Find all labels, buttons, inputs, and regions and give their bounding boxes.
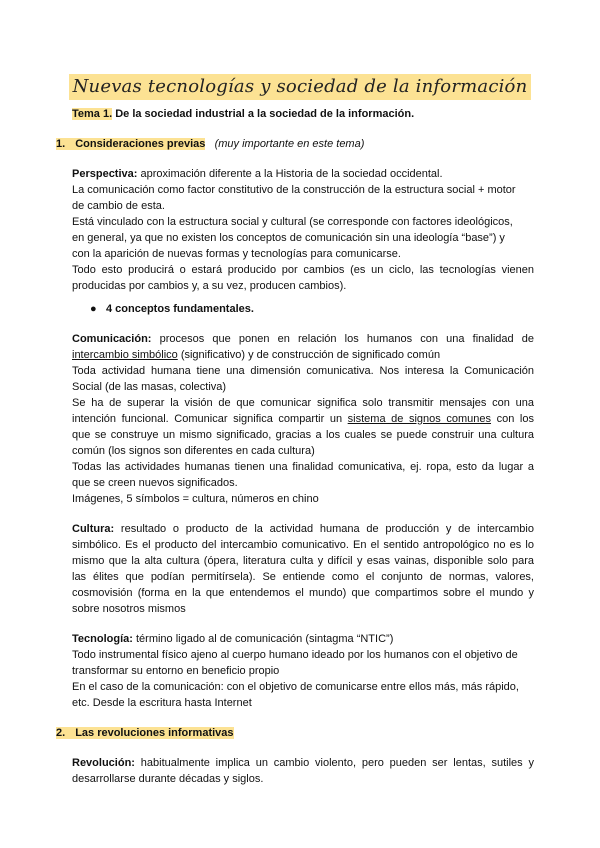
perspectiva-term: Perspectiva: [72,168,138,180]
perspectiva-line-5: en general, ya que no existen los conceptos de comunicación sin una ideología “base”) y [72,232,505,244]
comunicacion-text-1: procesos que ponen en relación los humanos con una finalidad de [151,333,534,345]
tecnologia-line-5: etc. Desde la escritura hasta Internet [72,697,252,709]
comunicacion-line-6 [72,411,534,427]
comunicacion-line-4: Social (de las masas, colectiva) [72,381,227,393]
tecnologia-line-4: En el caso de la comunicación: con el objetivo de comunicarse entre ellos más, más rápido, [72,681,519,693]
perspectiva-line-7: Todo esto producirá o estará producido por cambios (es un ciclo, las tecnologías vienen [72,264,534,276]
perspectiva-line-3: de cambio de esta. [72,200,165,212]
perspectiva-text-1: aproximación diferente a la Historia de la sociedad occidental. [137,168,443,180]
tecnologia-line-2: Todo instrumental físico ajeno al cuerpo humano ideado por los humanos con el objetivo de [72,649,518,661]
revolucion-line-2: desarrollarse durante décadas y siglos. [72,773,264,785]
bullet-dot-icon: ● [90,303,97,315]
revolucion-line-1 [72,755,534,771]
tecnologia-text-1: término ligado al de comunicación (sintagma “NTIC”) [132,633,394,645]
comunicacion-line-3: Toda actividad humana tiene una dimensión comunicativa. Nos interesa la Comunicación [72,365,534,377]
cultura-term: Cultura: [72,523,115,535]
perspectiva-line-8: producidas por cambios y, a su vez, producen cambios). [72,280,347,292]
cultura-line-2: simbólico. Es el producto del intercambio comunicativo. En el sentido antropológico no es lo [72,539,534,551]
comunicacion-line-7: que se construye un mismo significado, gracias a los cuales se puede construir una cultura [72,429,534,441]
perspectiva-line-2: La comunicación como factor constitutivo de la construcción de la estructura social + motor [72,184,516,196]
comunicacion-line-8: común (los signos son diferentes en cada cultura) [72,445,315,457]
section-2-label: Las revoluciones informativas [75,727,234,739]
tema-text: De la sociedad industrial a la sociedad de la información. [112,108,415,120]
section-1-number: 1. [56,138,75,150]
perspectiva-line-6: con la aparición de nuevas formas y tecnologías para comunicarse. [72,248,401,260]
comunicacion-line-9: Todas las actividades humanas tienen una finalidad comunicativa, ej. ropa, esto da lugar a [72,461,534,473]
comunicacion-line-5: Se ha de superar la visión de que comunicar significa solo transmitir mensajes con una [72,397,534,409]
comunicacion-text-6a: intención funcional. Comunicar significa compartir un [72,413,348,425]
revolucion-term: Revolución: [72,757,135,769]
cultura-line-1 [72,521,534,537]
comunicacion-line-1 [72,331,534,347]
cultura-line-5: cosmovisión (forma en la que entendemos el mundo) que compartimos sobre el mundo y [72,587,534,599]
cultura-line-3: mismo que la alta cultura (ópera, literatura culta y difícil y esas vainas, disponible solo para [72,555,534,567]
comunicacion-text-2: (significativo) y de construcción de significado común [177,349,441,361]
bullet-text: 4 conceptos fundamentales. [106,303,254,315]
tecnologia-line-1 [72,631,534,647]
perspectiva-line-1 [72,166,534,182]
section-1-note: (muy importante en este tema) [214,138,365,150]
bullet-item [90,301,254,317]
comunicacion-underlined-2: sistema de signos comunes [347,413,492,425]
perspectiva-line-4: Está vinculado con la estructura social y cultural (se corresponde con factores ideológicos, [72,216,513,228]
comunicacion-underlined-1: intercambio simbólico [72,349,178,361]
revolucion-text-1: habitualmente implica un cambio violento, pero pueden ser lentas, sutiles y [134,757,534,769]
title-container [0,74,600,100]
section-2-number: 2. [56,727,75,739]
cultura-line-4: las élites que podían permitírsela). Se entiende como el conjunto de normas, valores, [72,571,534,583]
tecnologia-line-3: transformar su entorno en beneficio propio [72,665,280,677]
document-title: Nuevas tecnologías y sociedad de la información [69,74,532,100]
section-1-heading [56,136,364,152]
cultura-line-6: sobre nosotros mismos [72,603,186,615]
comunicacion-term: Comunicación: [72,333,152,345]
comunicacion-line-11: Imágenes, 5 símbolos = cultura, números en chino [72,493,319,505]
comunicacion-text-6c: con los [491,413,534,425]
tema-label: Tema 1. [72,108,113,120]
tema-heading [72,106,534,122]
section-1-label: Consideraciones previas [75,138,206,150]
section-2-heading [56,725,234,741]
tecnologia-term: Tecnología: [72,633,133,645]
comunicacion-line-2 [72,347,534,363]
comunicacion-line-10: que se creen nuevos significados. [72,477,238,489]
cultura-text-1: resultado o producto de la actividad humana de producción y de intercambio [114,523,534,535]
